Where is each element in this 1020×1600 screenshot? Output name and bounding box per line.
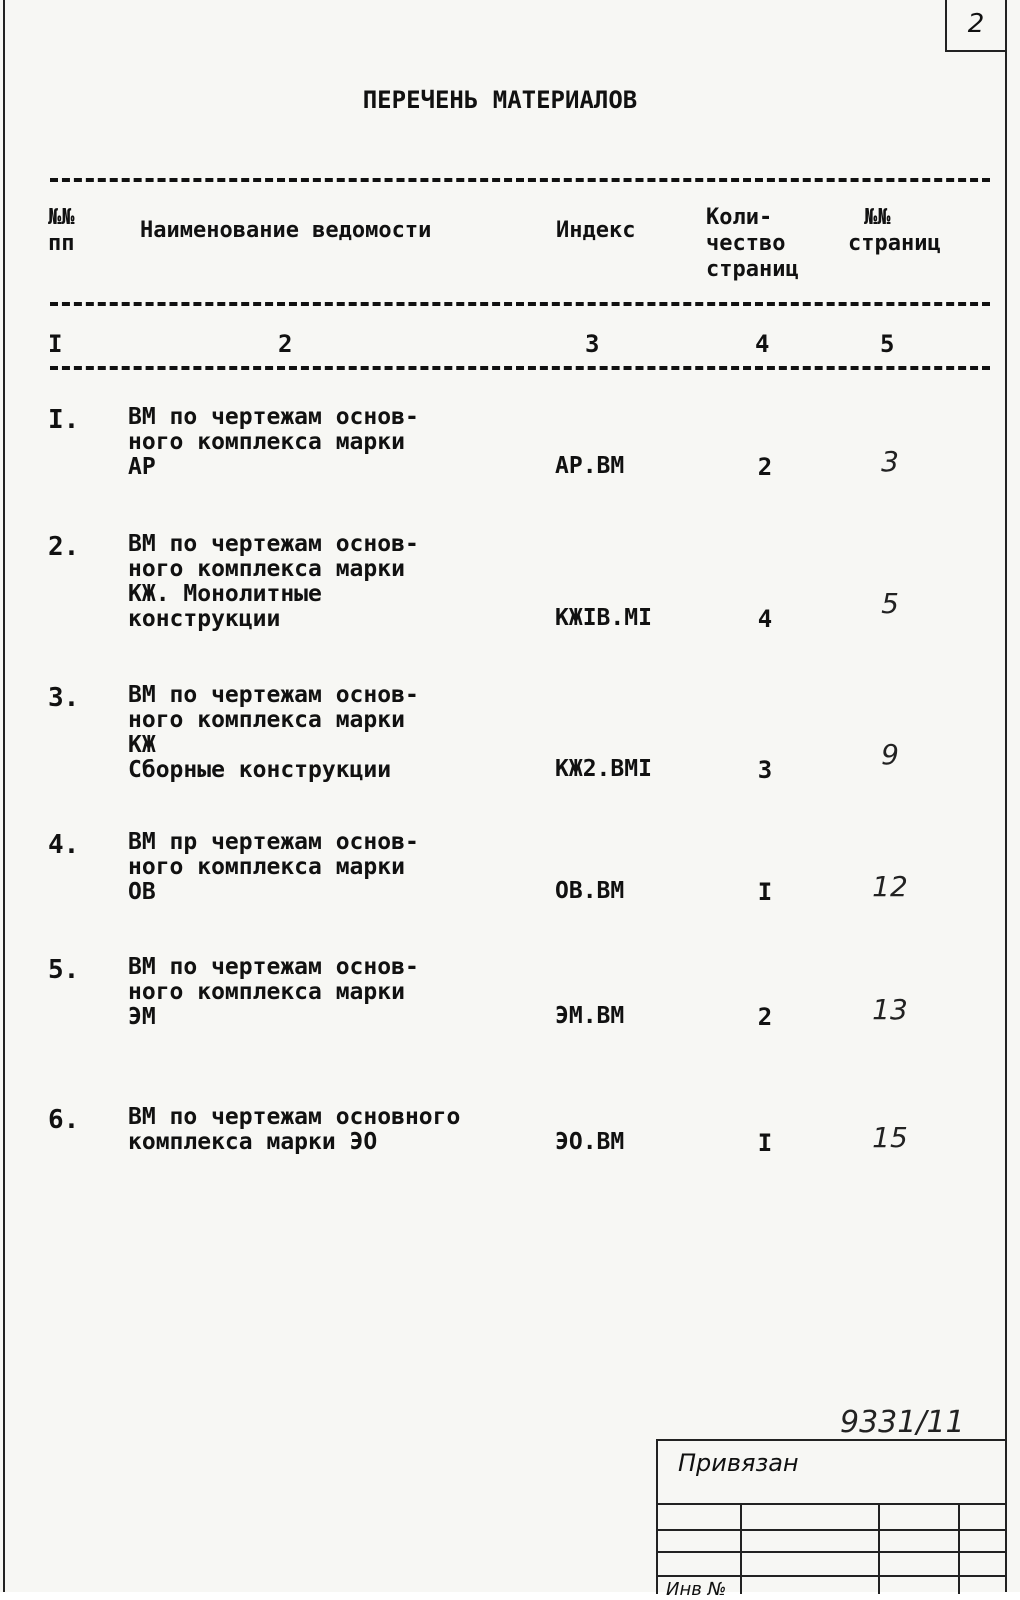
header-pages — [848, 205, 941, 257]
row-number: 2. — [48, 532, 80, 562]
column-number-5: 5 — [880, 330, 895, 358]
row-count: 4 — [757, 605, 773, 633]
stamp-rule — [658, 1503, 1007, 1505]
stamp-label: Привязан — [678, 1449, 799, 1477]
frame-left-border — [3, 0, 5, 1592]
column-number-1: I — [48, 330, 63, 358]
stamp-inventory-label: Инв № — [666, 1579, 727, 1600]
row-count: 2 — [757, 453, 773, 481]
row-name: ВМ пр чертежам основ- ного комплекса марки ОВ — [128, 829, 419, 905]
header-num-line1: №№ — [48, 205, 75, 230]
column-number-3: 3 — [585, 330, 600, 358]
row-number: I. — [48, 405, 80, 435]
row-name: ВМ по чертежам основного комплекса марки ЭО — [128, 1104, 461, 1155]
row-page: 3 — [881, 445, 899, 478]
row-index: ОВ.ВМ — [555, 878, 625, 904]
row-page: 13 — [872, 993, 908, 1026]
row-number: 5. — [48, 955, 80, 985]
stamp-rule — [658, 1575, 1007, 1577]
header-index: Индекс — [556, 218, 636, 243]
row-name: ВМ по чертежам основ- ного комплекса марки ЭМ — [128, 954, 419, 1030]
row-index: КЖIВ.МI — [555, 605, 652, 631]
header-bottom-rule — [50, 366, 990, 370]
sheet-number: 2 — [945, 0, 1005, 52]
row-count: I — [757, 878, 773, 906]
stamp-divider — [878, 1503, 880, 1594]
row-index: ЭМ.ВМ — [555, 1003, 625, 1029]
header-count — [706, 205, 799, 283]
stamp-divider — [958, 1503, 960, 1594]
row-page: 5 — [881, 587, 899, 620]
row-name: ВМ по чертежам основ- ного комплекса марки КЖ. Монолитные конструкции — [128, 531, 419, 632]
row-index: АР.ВМ — [555, 453, 625, 479]
row-number: 4. — [48, 830, 80, 860]
row-page: 15 — [872, 1121, 908, 1154]
header-num — [48, 205, 75, 257]
approval-stamp — [656, 1439, 1007, 1600]
header-count-line2: чество — [706, 231, 786, 256]
row-name: ВМ по чертежам основ- ного комплекса марки КЖ Сборные конструкции — [128, 682, 419, 783]
header-count-line3: страниц — [706, 257, 799, 282]
row-index: КЖ2.ВМI — [555, 756, 652, 782]
header-top-rule — [50, 178, 990, 182]
document-number: 9331/11 — [840, 1405, 965, 1440]
header-count-line1: Коли- — [706, 205, 773, 230]
header-num-line2: пп — [48, 231, 75, 256]
row-page: 9 — [881, 738, 899, 771]
row-count: 3 — [757, 756, 773, 784]
stamp-rule — [658, 1551, 1007, 1553]
row-index: ЭО.ВМ — [555, 1129, 625, 1155]
row-number: 6. — [48, 1105, 80, 1135]
header-pages-line1: №№ — [864, 205, 891, 230]
header-pages-line2: страниц — [848, 231, 941, 256]
row-page: 12 — [872, 870, 908, 903]
stamp-rule — [658, 1529, 1007, 1531]
row-count: I — [757, 1129, 773, 1157]
stamp-divider — [740, 1503, 742, 1594]
row-count: 2 — [757, 1003, 773, 1031]
row-name: ВМ по чертежам основ- ного комплекса марки АР — [128, 404, 419, 480]
column-number-2: 2 — [278, 330, 293, 358]
page-title: ПЕРЕЧЕНЬ МАТЕРИАЛОВ — [362, 86, 638, 114]
row-number: 3. — [48, 683, 80, 713]
header-mid-rule — [50, 302, 990, 306]
header-name: Наименование ведомости — [140, 218, 432, 243]
frame-right-border — [1005, 0, 1007, 1592]
column-number-4: 4 — [755, 330, 770, 358]
